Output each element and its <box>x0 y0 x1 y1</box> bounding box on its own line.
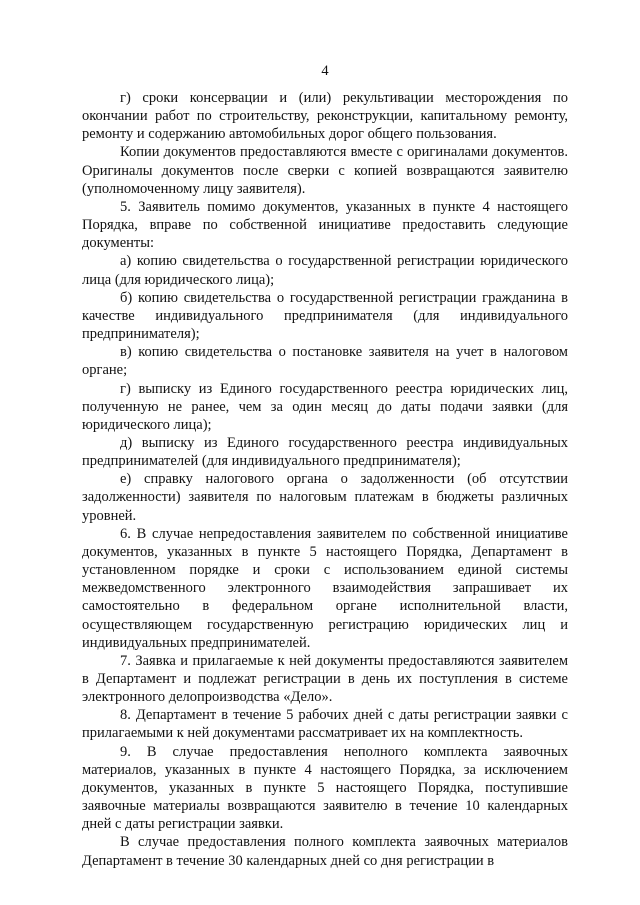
paragraph-clause-7: 7. Заявка и прилагаемые к ней документы предоставляются заявителем в Департамент и подлежат регистрации в день их поступления в системе электронного делопроизводства «Дело». <box>82 652 568 706</box>
paragraph-clause-9: 9. В случае предоставления неполного комплекта заявочных материалов, указанных в пункте 4 настоящего Порядка, за исключением документов, указанных в пункте 5 настоящего Порядка, поступившие заявочные материалы возвращаются заявителю в течение 10 календарных дней с даты регистрации заявки. <box>82 743 568 833</box>
paragraph-clause-5-item-d: д) выписку из Единого государственного реестра индивидуальных предпринимателей (для индивидуального предпринимателя); <box>82 434 568 470</box>
paragraph-clause-5-item-e: е) справку налогового органа о задолженности (об отсутствии задолженности) заявителя по налоговым платежам в бюджеты различных уровней. <box>82 471 568 524</box>
paragraph-document-copies: Копии документов предоставляются вместе с оригиналами документов. Оригиналы документов после сверки с копией возвращаются заявителю (уполномоченному лицу заявителя). <box>82 144 568 197</box>
paragraph-item-g-conservation: г) сроки консервации и (или) рекультивации месторождения по окончании работ по строительству, реконструкции, капитальному ремонту, ремонту и содержанию автомобильных дорог общего пользования. <box>82 90 568 143</box>
paragraph-clause-5-item-v: в) копию свидетельства о постановке заявителя на учет в налоговом органе; <box>82 344 568 379</box>
paragraph-clause-6: 6. В случае непредоставления заявителем по собственной инициативе документов, указанных в пункте 5 настоящего Порядка, Департамент в установленном порядке и сроки с использованием единой системы межведомственного электронного взаимодействия запрашивает их самостоятельно в федеральном органе исполнительной власти, осуществляющем государственную регистрацию юридических лиц и индивидуальных предпринимателей. <box>82 525 568 651</box>
paragraph-clause-8: 8. Департамент в течение 5 рабочих дней с даты регистрации заявки с прилагаемыми к ней документами рассматривает их на комплектность. <box>82 707 568 742</box>
paragraph-clause-5-item-a: а) копию свидетельства о государственной регистрации юридического лица (для юридического лица); <box>82 253 568 288</box>
paragraph-clause-5-item-b: б) копию свидетельства о государственной регистрации гражданина в качестве индивидуального предпринимателя (для индивидуального предпринимателя); <box>82 289 568 343</box>
page-number: 4 <box>321 63 329 79</box>
paragraph-clause-5-item-g: г) выписку из Единого государственного реестра юридических лиц, полученную не ранее, чем за один месяц до даты подачи заявки (для юридического лица); <box>82 380 568 433</box>
paragraph-clause-9-continuation: В случае предоставления полного комплекта заявочных материалов Департамент в течение 30 календарных дней со дня регистрации в <box>82 834 568 869</box>
paragraph-clause-5: 5. Заявитель помимо документов, указанных в пункте 4 настоящего Порядка, вправе по собственной инициативе предоставить следующие документы: <box>82 198 568 252</box>
document-body <box>82 89 568 870</box>
